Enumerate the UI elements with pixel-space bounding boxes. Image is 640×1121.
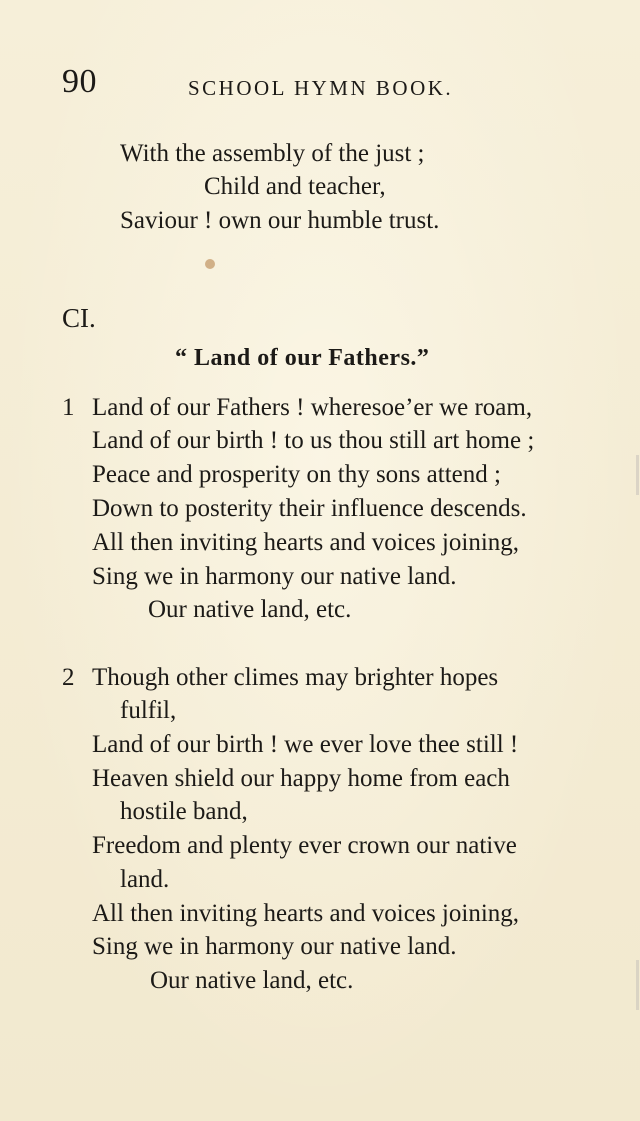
page-number: 90 [62, 63, 97, 100]
stanza-line: Land of our Fathers ! wheresoe’er we roam, [92, 394, 533, 421]
hymn-number: CI. [62, 303, 96, 333]
stanza-line-continuation: land. [120, 866, 170, 893]
stanza-line-continuation: hostile band, [120, 798, 248, 825]
stanza-line: Heaven shield our happy home from each [92, 765, 510, 792]
stanza-line: Sing we in harmony our native land. [92, 563, 457, 590]
stanza-refrain: Our native land, etc. [148, 596, 352, 623]
stanza-refrain: Our native land, etc. [150, 967, 354, 994]
stanza-line: All then inviting hearts and voices joining, [92, 529, 520, 556]
previous-hymn-line: With the assembly of the just ; [120, 140, 425, 167]
page-edge-mark [636, 960, 639, 1010]
stanza-number: 1 [62, 394, 75, 421]
stanza-line: Land of our birth ! to us thou still art home ; [92, 427, 535, 454]
stanza-line: Land of our birth ! we ever love thee still ! [92, 731, 519, 758]
stanza-line-continuation: fulfil, [120, 697, 177, 724]
hymn-title: “ Land of our Fathers.” [175, 345, 430, 371]
ink-spot-ornament [205, 259, 215, 269]
stanza-number: 2 [62, 664, 75, 691]
stanza-line: Sing we in harmony our native land. [92, 933, 457, 960]
running-head: SCHOOL HYMN BOOK. [188, 76, 454, 100]
stanza-line: Peace and prosperity on thy sons attend ; [92, 461, 501, 488]
previous-hymn-line: Saviour ! own our humble trust. [120, 207, 440, 234]
stanza-line: Freedom and plenty ever crown our native [92, 832, 517, 859]
stanza-line: Down to posterity their influence descends. [92, 495, 527, 522]
page-edge-mark [636, 455, 639, 495]
stanza-line: Though other climes may brighter hopes [92, 664, 499, 691]
previous-hymn-line: Child and teacher, [204, 173, 386, 200]
stanza-line: All then inviting hearts and voices joining, [92, 900, 520, 927]
